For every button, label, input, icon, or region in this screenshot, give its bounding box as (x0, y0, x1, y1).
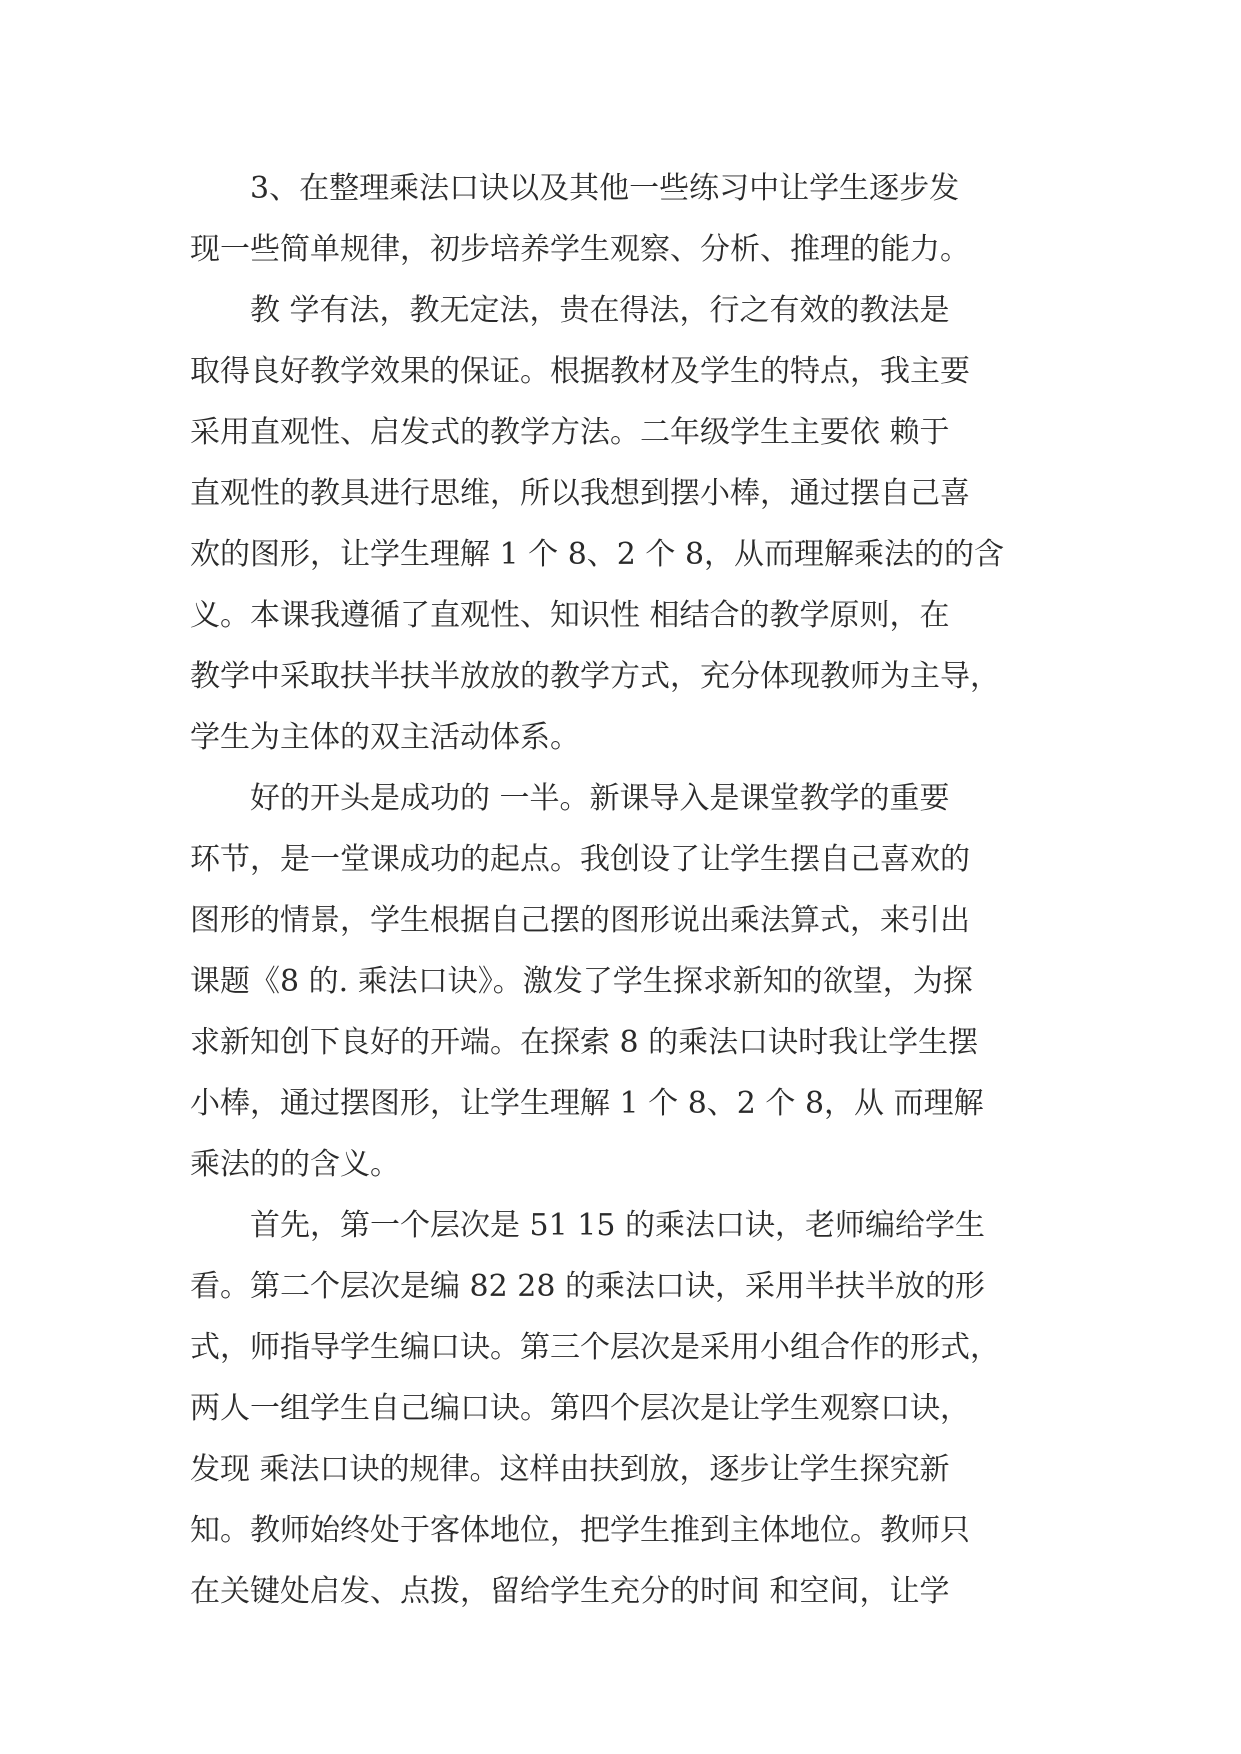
text-line: 知。教师始终处于客体地位，把学生推到主体地位。教师只 (190, 1513, 970, 1548)
text-line: 发现 乘法口诀的规律。这样由扶到放，逐步让学生探究新 (190, 1452, 950, 1487)
text-line: 好的开头是成功的 一半。新课导入是课堂教学的重要 (250, 781, 950, 816)
text-line: 采用直观性、启发式的教学方法。二年级学生主要依 赖于 (190, 415, 950, 450)
text-line: 义。本课我遵循了直观性、知识性 相结合的教学原则，在 (190, 598, 950, 633)
text-line: 看。第二个层次是编 82 28 的乘法口诀，采用半扶半放的形 (190, 1269, 985, 1304)
text-line: 欢的图形，让学生理解 1 个 8、2 个 8，从而理解乘法的的含 (190, 537, 1005, 572)
text-line: 小棒，通过摆图形，让学生理解 1 个 8、2 个 8，从 而理解 (190, 1086, 984, 1121)
text-line: 图形的情景，学生根据自己摆的图形说出乘法算式，来引出 (190, 903, 970, 938)
text-line: 取得良好教学效果的保证。根据教材及学生的特点，我主要 (190, 354, 970, 389)
text-line: 教 学有法，教无定法，贵在得法，行之有效的教法是 (250, 293, 950, 328)
text-line: 乘法的的含义。 (190, 1147, 400, 1182)
text-line: 3、在整理乘法口诀以及其他一些练习中让学生逐步发 (250, 171, 960, 206)
text-line: 式，师指导学生编口诀。第三个层次是采用小组合作的形式， (190, 1330, 1000, 1365)
text-line: 两人一组学生自己编口诀。第四个层次是让学生观察口诀， (190, 1391, 970, 1426)
body-text (190, 158, 1070, 1622)
text-line: 学生为主体的双主活动体系。 (190, 720, 580, 755)
text-line: 首先，第一个层次是 51 15 的乘法口诀，老师编给学生 (250, 1208, 985, 1243)
text-line: 教学中采取扶半扶半放放的教学方式，充分体现教师为主导， (190, 659, 1000, 694)
text-line: 在关键处启发、点拨，留给学生充分的时间 和空间，让学 (190, 1574, 950, 1609)
text-line: 直观性的教具进行思维，所以我想到摆小棒，通过摆自己喜 (190, 476, 970, 511)
text-line: 现一些简单规律，初步培养学生观察、分析、推理的能力。 (190, 232, 970, 267)
text-line: 课题《8 的. 乘法口诀》。激发了学生探求新知的欲望，为探 (190, 964, 973, 999)
text-line: 环节，是一堂课成功的起点。我创设了让学生摆自己喜欢的 (190, 842, 970, 877)
text-line: 求新知创下良好的开端。在探索 8 的乘法口诀时我让学生摆 (190, 1025, 979, 1060)
